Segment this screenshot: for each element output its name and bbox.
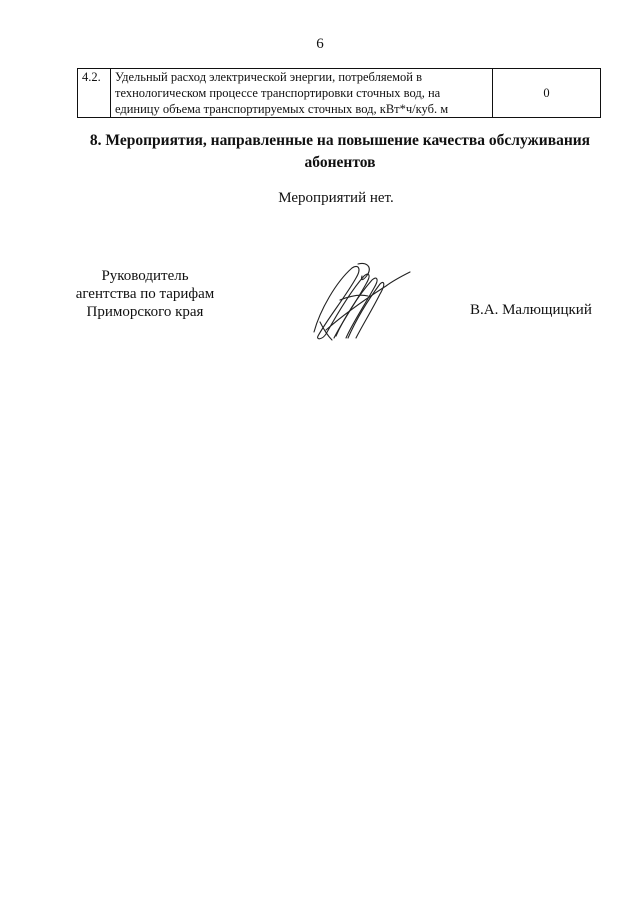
row-value-cell: 0 [493, 69, 601, 118]
description-line: технологическом процессе транспортировки сточных вод, на [115, 86, 441, 100]
description-line: Удельный расход электрической энергии, потребляемой в [115, 70, 423, 84]
handwritten-signature [306, 260, 416, 342]
row-number-cell: 4.2. [78, 69, 111, 118]
signer-position [60, 267, 230, 321]
page-number: 6 [316, 36, 324, 52]
signer-position-line: Руководитель [101, 268, 189, 284]
row-description-cell [111, 69, 493, 118]
section-heading-line: абонентов [304, 154, 376, 171]
section-heading-line: 8. Мероприятия, направленные на повышение качества обслуживания [89, 132, 591, 149]
section-body-text: Мероприятий нет. [278, 190, 394, 206]
signer-name: В.А. Малющицкий [470, 302, 592, 318]
section-heading [80, 130, 600, 174]
table-row [78, 69, 601, 118]
indicator-table [77, 68, 601, 118]
signer-position-line: Приморского края [86, 304, 204, 320]
description-line: единицу объема транспортируемых сточных вод, кВт*ч/куб. м [115, 102, 449, 116]
signer-position-line: агентства по тарифам [75, 286, 215, 302]
